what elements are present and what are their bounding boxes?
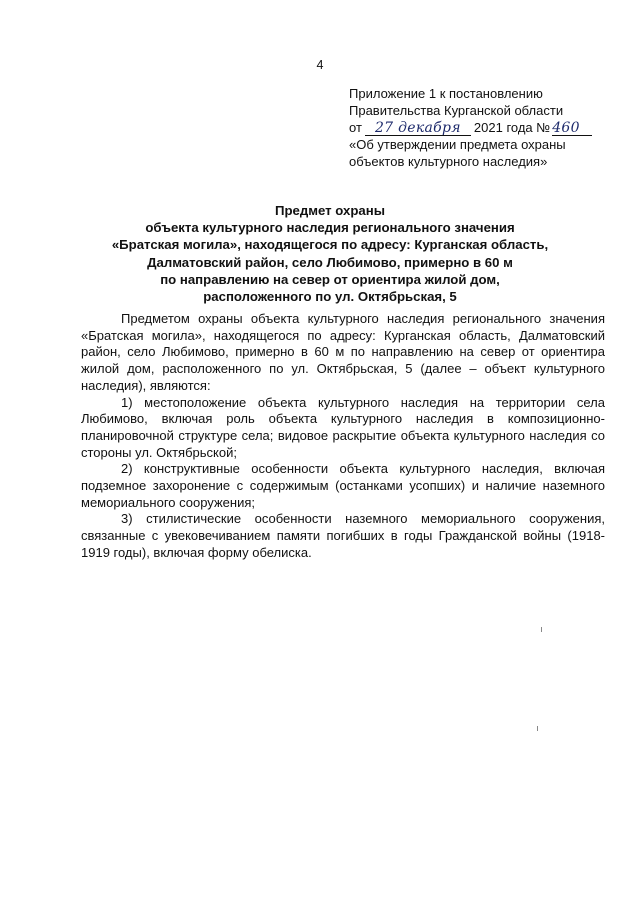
list-item-2: 2) конструктивные особенности объекта культурного наследия, включая подземное захоронение с содержимым (останками усопших) и наличие наземного мемориального сооружения; (81, 461, 605, 510)
title-line-2: объекта культурного наследия регионального значения (145, 220, 515, 236)
scan-speck (537, 726, 538, 731)
handwritten-date: 27 декабря (374, 120, 461, 136)
date-prefix: от (349, 120, 362, 135)
list-item-3: 3) стилистические особенности наземного мемориального сооружения, связанные с увековечиванием памяти погибших в годы Гражданской войны (1918-1919 годы), включая форму обелиска. (81, 511, 605, 560)
document-body (81, 311, 605, 562)
intro-paragraph: Предметом охраны объекта культурного наследия регионального значения «Братская могила», находящегося по адресу: Курганская область, Далматовский район, село Любимово, примерно в 60 м по направлению на север от ориентира жилой дом, расположенного по ул. Октябрьская, 5 (далее – объект культурного наследия), являются: (81, 311, 605, 393)
title-line-6: расположенного по ул. Октябрьская, 5 (203, 289, 457, 305)
document-title (60, 202, 600, 305)
appendix-header (349, 85, 629, 170)
appendix-line-1: Приложение 1 к постановлению (349, 86, 543, 101)
year-text: 2021 года № (473, 120, 551, 135)
page-number: 4 (316, 58, 324, 72)
title-line-4: Далматовский район, село Любимово, примерно в 60 м (147, 254, 513, 270)
list-item-1: 1) местоположение объекта культурного наследия на территории села Любимово, включая роль объекта культурного наследия в композиционно-планировочной структуре села; видовое раскрытие объекта культурного наследия со стороны ул. Октябрьской; (81, 394, 605, 460)
scan-speck (541, 627, 542, 632)
appendix-date-line (349, 119, 629, 136)
appendix-line-2: Правительства Курганской области (349, 103, 564, 118)
appendix-line-4: «Об утверждении предмета охраны (349, 137, 566, 152)
title-line-3: «Братская могила», находящегося по адресу: Курганская область, (111, 237, 549, 253)
appendix-line-5: объектов культурного наследия» (349, 154, 548, 169)
handwritten-number: 460 (552, 120, 580, 136)
title-line-1: Предмет охраны (275, 203, 385, 218)
title-line-5: по направлению на север от ориентира жилой дом, (160, 271, 500, 287)
